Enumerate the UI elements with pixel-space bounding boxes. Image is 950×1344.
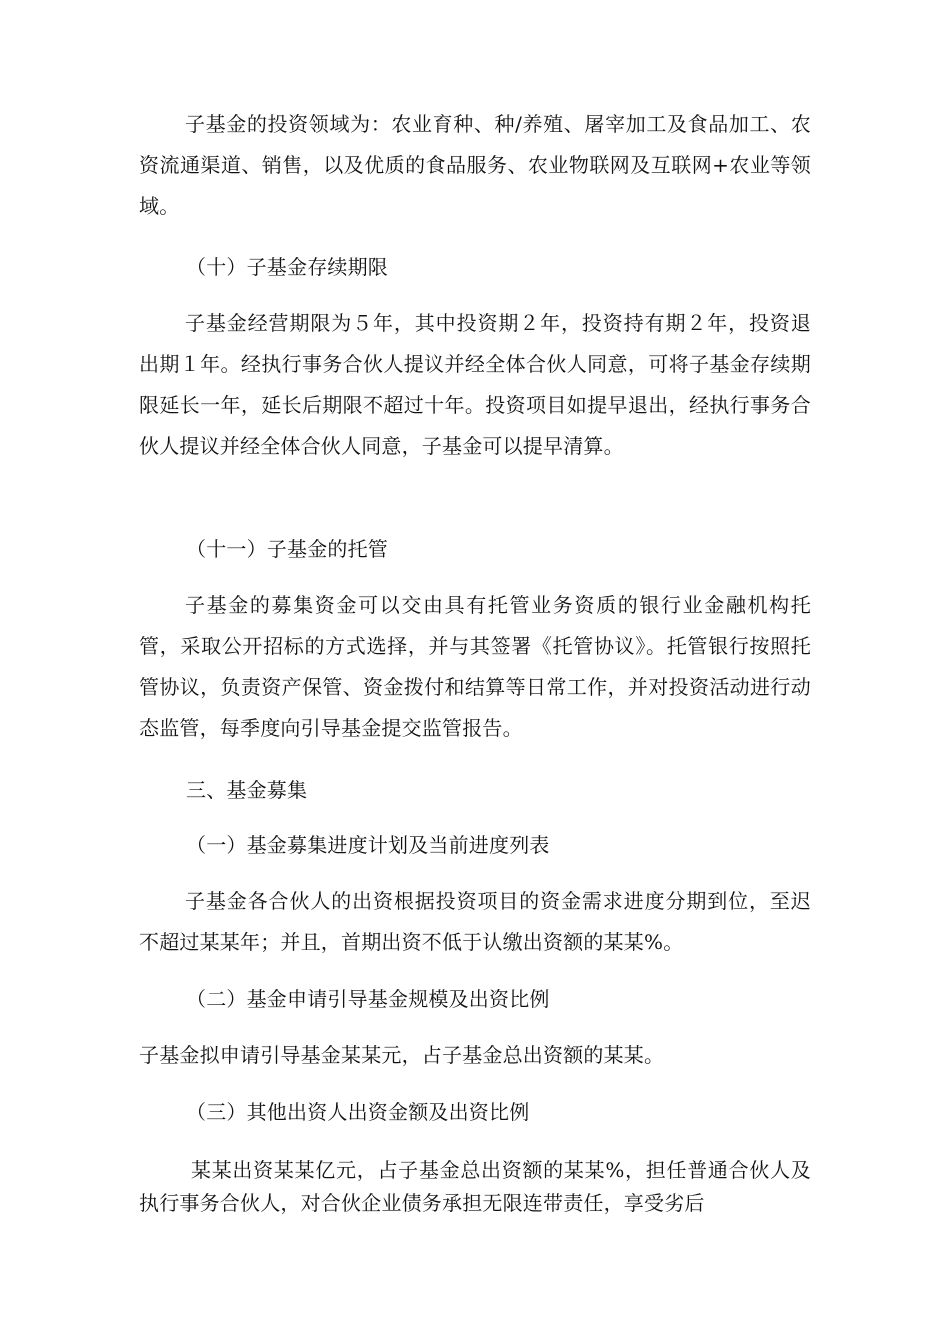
paragraph-other-investors: 某某出资某某亿元，占子基金总出资额的某某%，担任普通合伙人及执行事务合伙人，对合伙企业债务承担无限连带责任，享受劣后 (139, 1158, 811, 1215)
paragraph-fundraising-schedule: 子基金各合伙人的出资根据投资项目的资金需求进度分期到位，至迟不超过某某年；并且，首期出资不低于认缴出资额的某某%。 (139, 889, 811, 954)
heading-other-investors: （三）其他出资人出资金额及出资比例 (186, 1100, 530, 1124)
heading-fund-custody: （十一）子基金的托管 (186, 537, 388, 561)
paragraph-guidance-fund-scale: 子基金拟申请引导基金某某元，占子基金总出资额的某某。 (139, 1043, 665, 1067)
heading-guidance-fund-scale: （二）基金申请引导基金规模及出资比例 (186, 987, 550, 1011)
paragraph-investment-scope: 子基金的投资领域为：农业育种、种/养殖、屠宰加工及食品加工、农资流通渠道、销售，以及优质的食品服务、农业物联网及互联网+农业等领域。 (139, 112, 811, 218)
paragraph-fund-custody: 子基金的募集资金可以交由具有托管业务资质的银行业金融机构托管，采取公开招标的方式选择，并与其签署《托管协议》。托管银行按照托管协议，负责资产保管、资金拨付和结算等日常工作，并对投资活动进行动态监管，每季度向引导基金提交监管报告。 (139, 593, 811, 740)
paragraph-fund-duration: 子基金经营期限为５年，其中投资期２年，投资持有期２年，投资退出期１年。经执行事务合伙人提议并经全体合伙人同意，可将子基金存续期限延长一年，延长后期限不超过十年。投资项目如提早退出，经执行事务合伙人提议并经全体合伙人同意，子基金可以提早清算。 (139, 311, 811, 458)
section-heading-fundraising: 三、基金募集 (186, 778, 308, 802)
heading-fundraising-schedule: （一）基金募集进度计划及当前进度列表 (186, 833, 550, 857)
heading-fund-duration: （十）子基金存续期限 (186, 255, 388, 279)
